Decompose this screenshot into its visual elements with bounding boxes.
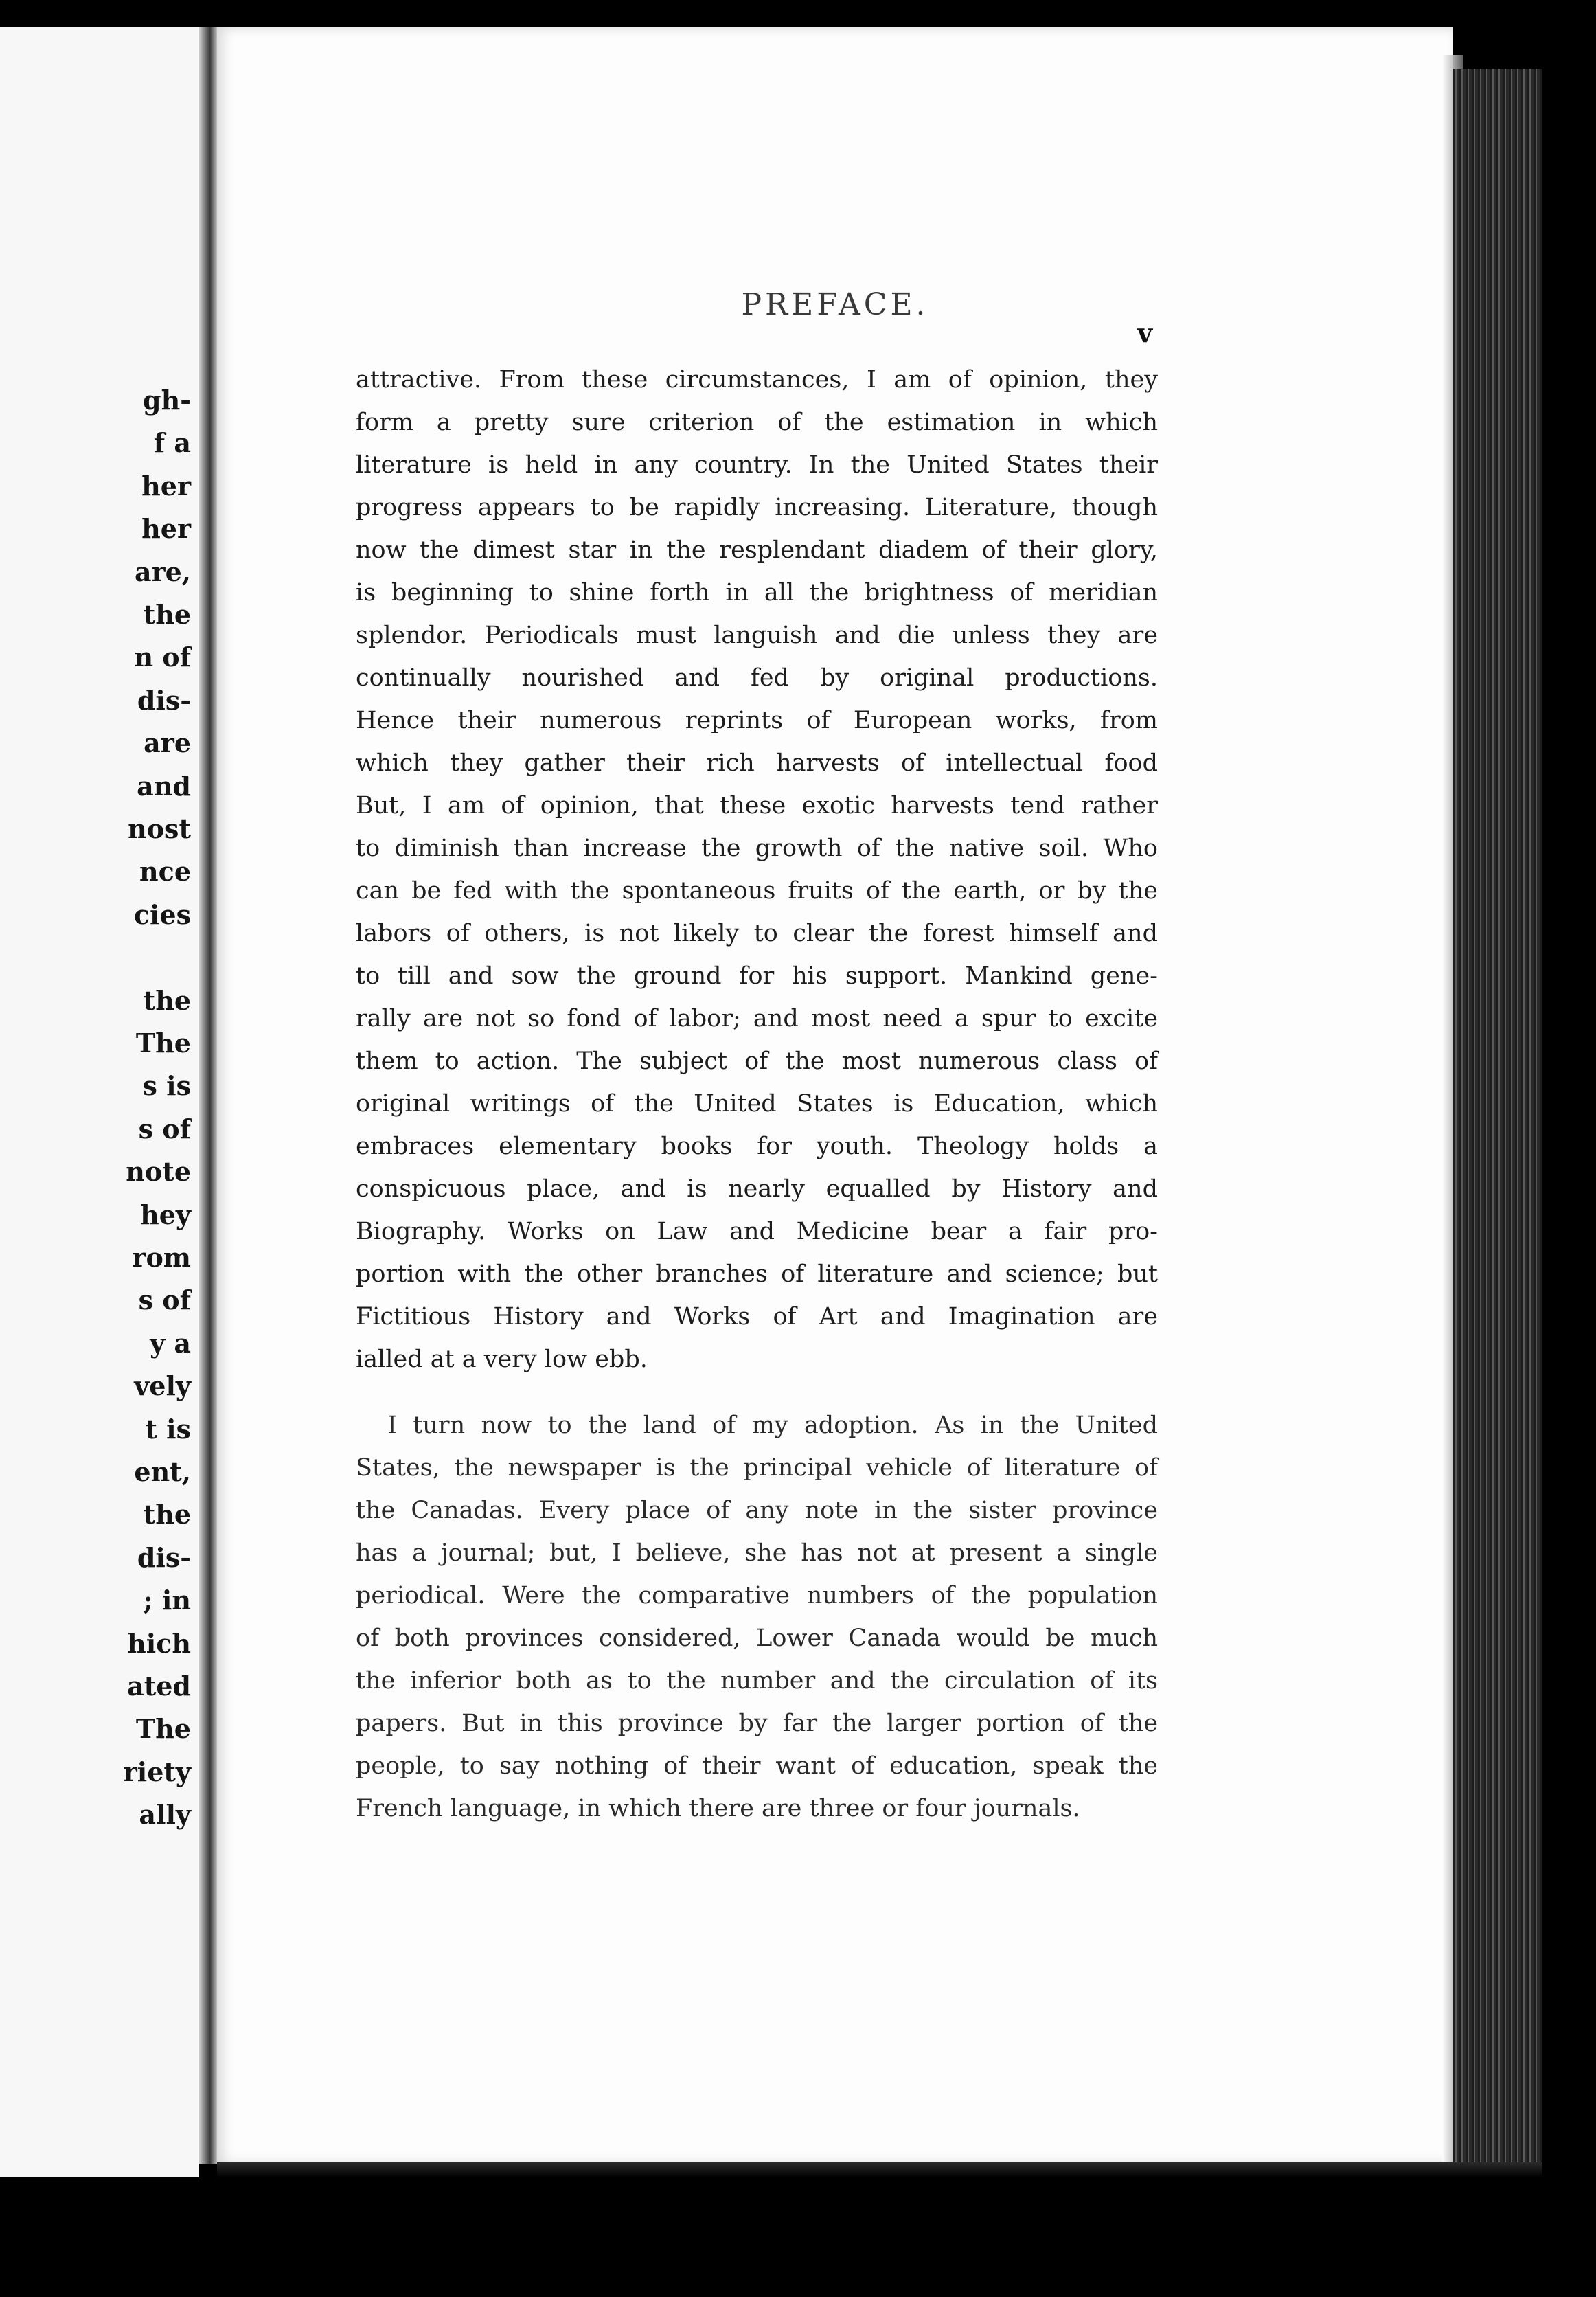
previous-page-line: dis- [137, 684, 191, 716]
previous-page-line: her [141, 470, 191, 501]
previous-page-line: dis- [137, 1541, 191, 1573]
text-line: of both provinces considered, Lower Canada would be much [356, 1625, 1158, 1652]
previous-page-line: ally [139, 1799, 191, 1831]
previous-page-line: ; in [143, 1585, 191, 1616]
body-paragraph-2 [356, 1404, 1158, 1830]
previous-page-line: are [144, 727, 191, 759]
previous-page-line: are, [134, 556, 191, 587]
text-line: papers. But in this province by far the larger portion of the [356, 1710, 1158, 1737]
previous-page-line: nost [128, 813, 191, 844]
text-line: attractive. From these circumstances, I am of opinion, they [356, 366, 1158, 394]
previous-page-line: hey [140, 1199, 191, 1230]
page-edges [1453, 69, 1542, 2164]
text-line: them to action. The subject of the most numerous class of [356, 1048, 1158, 1075]
previous-page-line: rom [132, 1242, 191, 1273]
text-line: original writings of the United States is Education, which [356, 1090, 1158, 1118]
previous-page-line: riety [123, 1756, 191, 1787]
text-line: can be fed with the spontaneous fruits of the earth, or by the [356, 877, 1158, 905]
previous-page-line: ated [127, 1671, 191, 1701]
previous-page-line: the [143, 599, 191, 630]
previous-page-line: the [143, 1499, 191, 1530]
previous-page-line: and [137, 770, 191, 802]
previous-page-line: s is [142, 1070, 191, 1102]
text-line: splendor. Periodicals must languish and die unless they are [356, 622, 1158, 649]
previous-page-line: s of [138, 1285, 191, 1316]
text-line: the inferior both as to the number and the circulation of its [356, 1667, 1158, 1695]
previous-page-line: note [126, 1156, 191, 1188]
text-line: portion with the other branches of literature and science; but [356, 1260, 1158, 1288]
previous-page-line: hich [127, 1627, 191, 1659]
page-bottom-shadow [217, 2162, 1542, 2177]
text-line: conspicuous place, and is nearly equalled by History and [356, 1175, 1158, 1203]
text-line: which they gather their rich harvests of intellectual food [356, 749, 1158, 777]
previous-page-line: gh- [143, 385, 191, 416]
text-line: Hence their numerous reprints of European works, from [356, 707, 1158, 734]
page-number: v [1137, 317, 1153, 348]
body-paragraph-1 [356, 359, 1158, 1381]
previous-page-line: vely [134, 1370, 191, 1402]
text-line: Fictitious History and Works of Art and Imagination are [356, 1303, 1158, 1331]
text-line: But, I am of opinion, that these exotic harvests tend rather [356, 792, 1158, 819]
text-line: French language, in which there are three or four journals. [356, 1795, 1080, 1822]
previous-page-line: The [135, 1713, 191, 1745]
text-line: form a pretty sure criterion of the estimation in which [356, 409, 1158, 436]
previous-page-line: her [141, 513, 191, 545]
previous-page-line: y a [150, 1327, 191, 1359]
text-line: continually nourished and fed by original productions. [356, 664, 1158, 692]
text-line: to till and sow the ground for his support. Mankind gene- [356, 962, 1158, 990]
text-line: has a journal; but, I believe, she has not at present a single [356, 1539, 1158, 1567]
previous-page [0, 27, 199, 2177]
text-line: now the dimest star in the resplendant diadem of their glory, [356, 536, 1158, 564]
text-line: ialled at a very low ebb. [356, 1346, 648, 1373]
text-line: rally are not so fond of labor; and most need a spur to excite [356, 1005, 1158, 1032]
previous-page-line: s of [138, 1113, 191, 1144]
running-head: PREFACE. [741, 287, 929, 322]
previous-page-line: n of [134, 642, 191, 673]
text-line: progress appears to be rapidly increasing. Literature, though [356, 494, 1158, 521]
text-line: labors of others, is not likely to clear the forest himself and [356, 920, 1158, 947]
previous-page-line: t is [145, 1413, 191, 1445]
text-line: is beginning to shine forth in all the brightness of meridian [356, 579, 1158, 607]
previous-page-line: the [143, 984, 191, 1016]
previous-page-line: cies [133, 898, 191, 930]
text-line: Biography. Works on Law and Medicine bear a fair pro- [356, 1218, 1158, 1245]
previous-page-line: ent, [134, 1456, 191, 1487]
text-line: periodical. Were the comparative numbers of the population [356, 1582, 1158, 1609]
previous-page-line: f a [153, 427, 191, 459]
text-line: to diminish than increase the growth of the native soil. Who [356, 835, 1158, 862]
previous-page-line: The [135, 1028, 191, 1059]
book-gutter [199, 27, 217, 2164]
text-line: the Canadas. Every place of any note in the sister province [356, 1497, 1158, 1524]
text-line: literature is held in any country. In the United States their [356, 451, 1158, 479]
text-line: I turn now to the land of my adoption. As in the United [387, 1412, 1158, 1439]
text-line: people, to say nothing of their want of education, speak the [356, 1752, 1158, 1780]
text-line: embraces elementary books for youth. Theology holds a [356, 1133, 1158, 1160]
text-line: States, the newspaper is the principal vehicle of literature of [356, 1454, 1158, 1482]
previous-page-line: nce [139, 856, 191, 887]
